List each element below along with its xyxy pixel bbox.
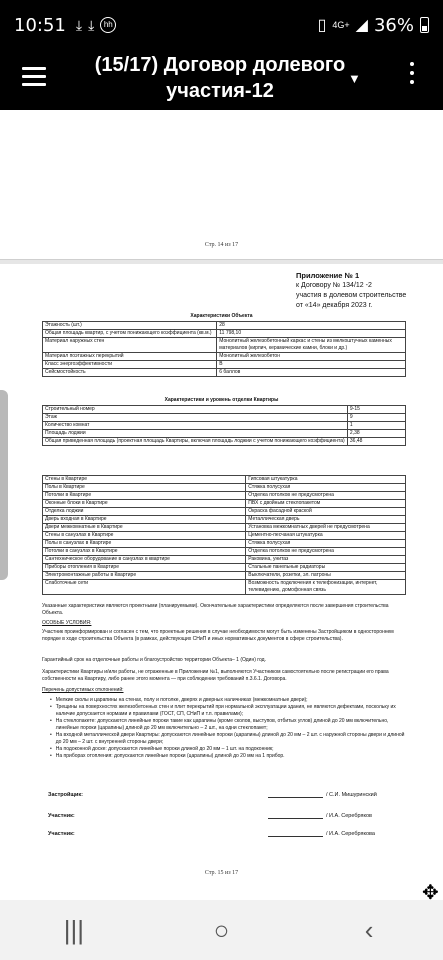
- page-15: [0, 265, 443, 900]
- signature-row: Участник: / И.А. Серебряков: [48, 813, 372, 819]
- table-cell: Количество комнат: [43, 422, 348, 430]
- list-item-text: На входной металлической двери Квартиры: допускаются линейные пороки (царапины) длиной до 20 мм – 2 шт. с наружной стороны двери и длиной до 20 мм – 2 шт. с внутренней стороны двери;: [55, 732, 405, 745]
- system-nav-bar: [0, 900, 443, 960]
- table-cell: Цементно-песчаная штукатурка: [246, 532, 406, 540]
- table-cell: Материал поэтажных перекрытий: [43, 353, 217, 361]
- table-cell: 2,38: [347, 430, 405, 438]
- menu-icon[interactable]: [22, 67, 46, 87]
- list-item: [50, 732, 406, 746]
- table-cell: Дверь входная в Квартире: [43, 516, 246, 524]
- table-cell: 11 798,10: [217, 330, 406, 338]
- bullet: •: [50, 704, 52, 710]
- list-item-text: Мелкие сколы и царапины на стенах, полу и потолке, дверях и дверных наличниках (межкомнатные двери);: [55, 697, 308, 703]
- battery-icon: [420, 17, 429, 33]
- table-row: [43, 322, 406, 330]
- table-row: [43, 508, 406, 516]
- table-row: [43, 406, 406, 414]
- annex-line: участия в долевом строительстве: [296, 292, 407, 299]
- move-icon[interactable]: ✥: [422, 882, 439, 900]
- list-item-text: На стеклопакете: допускаются линейные пороки такие как царапины (кроме сколов, выступов, отбитых углов) длиной до 20 мм включительно, линейные пороки (царапины) длиной до 20 мм включительно – 2 шт., на одни стеклопакет;: [55, 718, 389, 731]
- bullet: •: [50, 718, 52, 724]
- special-conditions-text: Участник проинформирован и согласен с тем, что проектные решения в случае необходимости могут быть изменены Застройщиком в одностороннем порядке в ходе строительства Объекта (в рамках, действующих СНиП и иных нормативных документов в сфере строительства).: [42, 629, 394, 642]
- annex-line: к Договору № 134/12 -2: [296, 282, 372, 289]
- signal-icon: ◢: [355, 17, 368, 34]
- table-cell: Слаботочные сети: [43, 580, 246, 595]
- table-cell: Монолитный железобетонный каркас и стены из мелкоштучных каменных материалов (кирпич, керамические камни, блоки и др.): [217, 338, 406, 353]
- table-cell: Выключатели, розетки, эл. патроны: [246, 572, 406, 580]
- table-row: [43, 369, 406, 377]
- table-row: [43, 353, 406, 361]
- table-cell: Возможность подключения к телефонизации, интернет, телевидению, домофонная связь: [246, 580, 406, 595]
- apartment-section-title: Характеристики и уровень отделки Квартиры: [164, 397, 279, 403]
- annex-title: Приложение № 1: [296, 271, 360, 280]
- table-row: [43, 580, 406, 595]
- table-cell: Класс энергоэффективности: [43, 361, 217, 369]
- vibrate-icon: ▯: [317, 17, 327, 34]
- annex-header: [296, 271, 406, 311]
- list-item-text: На приборах отопления: допускаются линейные пороки (царапины) длиной до 20 мм на 1 прибор.: [55, 753, 285, 759]
- home-button[interactable]: ○: [213, 914, 230, 945]
- table-cell: Полы в Квартире: [43, 484, 246, 492]
- table-cell: Отделка потолков не предусмотрена: [246, 548, 406, 556]
- table-cell: Монолитный железобетон: [217, 353, 406, 361]
- table-cell: Отделка потолков не предусмотрена: [246, 492, 406, 500]
- table-cell: Строительный номер: [43, 406, 348, 414]
- table-cell: Окраска фасадной краской: [246, 508, 406, 516]
- list-item: [50, 718, 406, 732]
- table-row: [43, 500, 406, 508]
- table-row: [43, 414, 406, 422]
- special-conditions-title: ОСОБЫЕ УСЛОВИЯ:: [42, 620, 92, 626]
- table-cell: Электромонтажные работы в Квартире: [43, 572, 246, 580]
- table-cell: Отделка лоджии: [43, 508, 246, 516]
- table-row: [43, 330, 406, 338]
- download-icon: ⤓: [75, 16, 83, 33]
- table-row: [43, 516, 406, 524]
- table-cell: 9: [347, 414, 405, 422]
- warranty-paragraph: Гарантийный срок на отделочные работы и благоустройство территории Объекта– 1 (Один) год.: [42, 657, 266, 663]
- table-row: [43, 540, 406, 548]
- table-cell: Потолки в санузлах в Квартире: [43, 548, 246, 556]
- list-item: [50, 697, 406, 704]
- annex-line: от «14» декабря 2023 г.: [296, 302, 373, 309]
- table-cell: Сантехническое оборудование в санузлах в квартире: [43, 556, 246, 564]
- table-cell: Установка межкомнатных дверей не предусмотрена: [246, 524, 406, 532]
- table-row: [43, 556, 406, 564]
- table-cell: Металлическая дверь: [246, 516, 406, 524]
- document-title: (15/17) Договор долевого участия-12: [94, 54, 346, 102]
- deviations-title: Перечень допустимых отклонений:: [42, 687, 124, 693]
- note-paragraph: Указанные характеристики являются проектными (планируемыми). Окончательные характеристики определяются после завершения строительства Объекта.: [42, 603, 389, 616]
- hh-app-icon: hh: [100, 17, 116, 33]
- table-row: [43, 564, 406, 572]
- table-cell: Общая площадь квартир, с учетом понижающего коэффициента (кв.м.): [43, 330, 217, 338]
- table-cell: Площадь лоджии: [43, 430, 348, 438]
- more-options-icon[interactable]: [410, 62, 414, 89]
- table-cell: Полы в санузлах в Квартире: [43, 540, 246, 548]
- table-cell: Потолки в Квартире: [43, 492, 246, 500]
- table-cell: Стяжка полусухая: [246, 540, 406, 548]
- table-row: [43, 476, 406, 484]
- table-row: [43, 532, 406, 540]
- bullet: •: [50, 697, 52, 703]
- document-viewer[interactable]: [0, 110, 443, 900]
- table-row: [43, 361, 406, 369]
- table-cell: Стены в санузлах в Квартире: [43, 532, 246, 540]
- table-cell: Стены в Квартире: [43, 476, 246, 484]
- list-item: [50, 704, 406, 718]
- table-cell: Двери межкомнатные в Квартире: [43, 524, 246, 532]
- finish-table: [42, 475, 406, 595]
- table-cell: Этаж: [43, 414, 348, 422]
- table-row: [43, 572, 406, 580]
- object-section-title: Характеристики Объекта: [190, 313, 253, 319]
- scroll-edge-left: [0, 390, 8, 580]
- table-cell: Оконные блоки в Квартире: [43, 500, 246, 508]
- table-row: [43, 438, 406, 446]
- bullet: •: [50, 746, 52, 752]
- table-cell: 28: [217, 322, 406, 330]
- list-item-text: Трещины на поверхностях железобетонных стен и плит перекрытий при нормальной эксплуатации здания, не являются дефектами, поскольку их наличие допускается нормами и правилами (ГОСТ, СП, СНиП и т.п. правилами);: [55, 704, 396, 717]
- recents-button[interactable]: |||: [63, 914, 84, 945]
- table-cell: Стяжка полусухая: [246, 484, 406, 492]
- works-paragraph: Характеристики Квартиры и/или работы, не отраженные в Приложении №1, выполняются Участником самостоятельно после регистрации его права собственности на Квартиру, либо ранее этого момента — при соблюдении требований п.3.6.1. Договора.: [42, 669, 389, 682]
- signature-row: Застройщик: / С.И. Мишуринский: [48, 792, 377, 798]
- caret-down-icon[interactable]: ▼: [348, 71, 361, 86]
- download-icon: ⤓: [88, 16, 95, 33]
- battery-percent: 36%: [373, 14, 414, 36]
- table-row: [43, 492, 406, 500]
- page-14: [0, 110, 443, 260]
- table-cell: Приборы отопления в Квартире: [43, 564, 246, 572]
- table-cell: В: [217, 361, 406, 369]
- table-cell: Материал наружных стен: [43, 338, 217, 353]
- table-cell: Гипсовая штукатурка: [246, 476, 406, 484]
- table-row: [43, 548, 406, 556]
- table-cell: 9-15: [347, 406, 405, 414]
- network-indicator: 4G+: [332, 20, 350, 30]
- deviations-list: [50, 697, 406, 760]
- page-number-label: Стр. 14 из 17: [204, 242, 239, 248]
- app-bar: [0, 50, 443, 110]
- table-cell: 6 баллов: [217, 369, 406, 377]
- list-item-text: На подоконной доске: допускаются линейные пороки длиной до 20 мм – 1 шт. на подоконник;: [55, 746, 274, 752]
- table-cell: Стальные панельные радиаторы: [246, 564, 406, 572]
- table-row: [43, 430, 406, 438]
- list-item: [50, 753, 406, 760]
- page-number-label: Стр. 15 из 17: [204, 870, 239, 876]
- table-cell: 36,48: [347, 438, 405, 446]
- clock: 10:51: [14, 14, 66, 36]
- table-row: [43, 524, 406, 532]
- table-cell: Сейсмостойкость: [43, 369, 217, 377]
- bullet: •: [50, 732, 52, 738]
- object-table: [42, 321, 406, 377]
- table-row: [43, 422, 406, 430]
- table-row: [43, 484, 406, 492]
- table-cell: Общая приведенная площадь (проектная площадь Квартиры, включая площадь лоджии с учетом понижающего коэффициента): [43, 438, 348, 446]
- table-row: [43, 338, 406, 353]
- list-item: [50, 746, 406, 753]
- signature-row: Участник: / И.А. Серебрякова: [48, 831, 375, 837]
- apartment-table: [42, 405, 406, 446]
- back-button[interactable]: ‹: [364, 914, 374, 945]
- bullet: •: [50, 753, 52, 759]
- status-bar: [0, 0, 443, 50]
- table-cell: ПВХ с двойным стеклопакетом: [246, 500, 406, 508]
- table-cell: Этажность (шт.): [43, 322, 217, 330]
- table-cell: 1: [347, 422, 405, 430]
- table-cell: Раковина, унитаз: [246, 556, 406, 564]
